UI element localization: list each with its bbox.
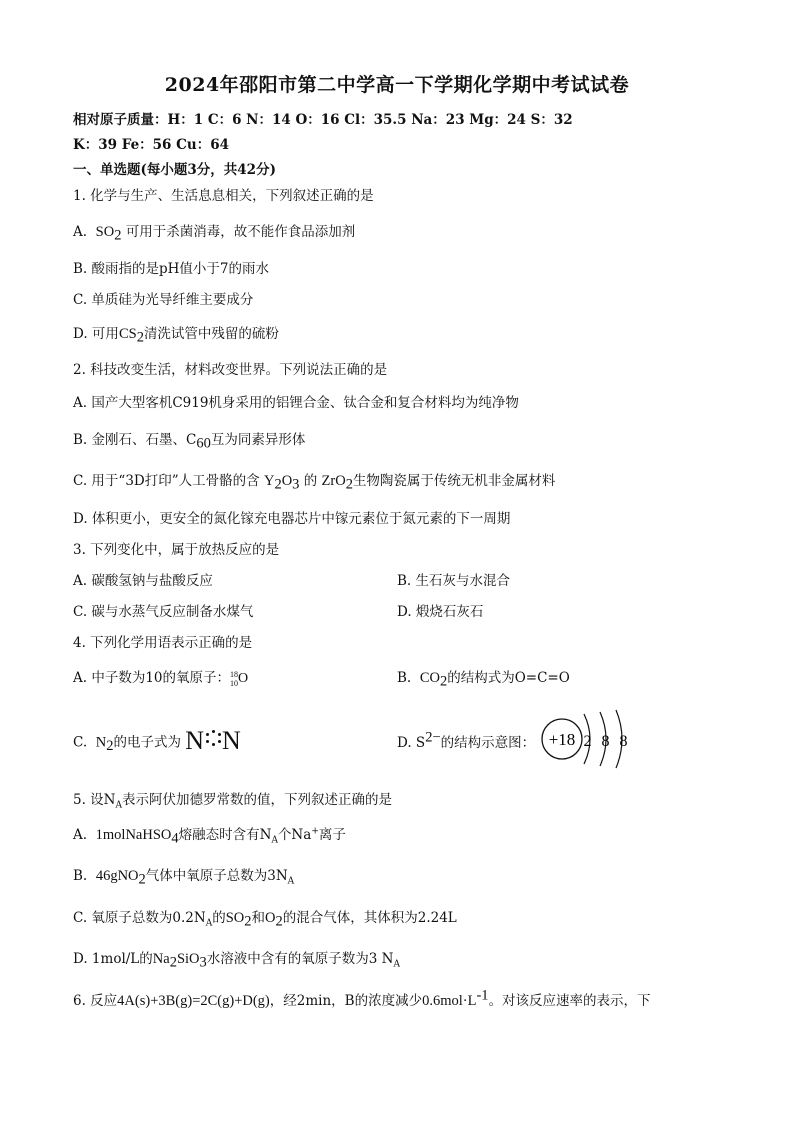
atomic-mass-line-2: K：39 Fe：56 Cu：64 [73,137,229,153]
q1-option-b: B. 酸雨指的是pH值小于7的雨水 [73,261,270,277]
q1-option-a: A. $SO_2$ 可用于杀菌消毒，故不能作食品添加剂 [73,224,356,244]
q5-option-a: A. 1molNaHSO$_4$熔融态时含有$N_A$个Na+离子 [73,826,346,847]
q1-option-d: D. 可用$CS_2$清洗试管中残留的硫粉 [73,326,279,346]
q5-option-c: C. 氧原子总数为$0.2N_A$的$SO_2$和$O_2$的混合气体，其体积为2.24L [73,910,457,930]
q2-option-b: B. 金刚石、石墨、$C_{60}$互为同素异形体 [73,432,306,452]
q5-option-d: D. 1mol/L的$Na_2SiO_3$水溶液中含有的氧原子数为3 $N_A$ [73,951,400,971]
sulfide-ion-structure-diagram [540,706,640,772]
q3-option-d: D. 煅烧石灰石 [397,604,484,620]
q1-option-c: C. 单质硅为光导纤维主要成分 [73,292,254,308]
q2-stem: 2. 科技改变生活，材料改变世界。下列说法正确的是 [73,362,388,378]
q6-stem: 6. 反应4A(s)+3B(g)=2C(g)+D(g)，经2min，B的浓度减少$0.6mol\cdot L^{-1}$。对该反应速率的表示，下 [73,987,651,1009]
q3-option-a: A. 碳酸氢钠与盐酸反应 [73,573,213,589]
q4-option-b: B. $CO_2$的结构式为O=C=O [397,670,570,690]
oxygen-isotope-symbol: 18 10 O [230,669,249,688]
section-heading: 一、单选题(每小题3分，共42分) [73,162,276,178]
q3-option-b: B. 生石灰与水混合 [397,573,511,589]
q2-option-d: D. 体积更小，更安全的氮化镓充电器芯片中镓元素位于氮元素的下一周期 [73,511,511,527]
q3-option-c: C. 碳与水蒸气反应制备水煤气 [73,604,254,620]
q1-stem: 1. 化学与生产、生活息息相关，下列叙述正确的是 [73,188,374,204]
q2-option-a: A. 国产大型客机C919机身采用的铝锂合金、钛合金和复合材料均为纯净物 [73,395,519,411]
q4-option-c: C. $N_2$的电子式为 N N [73,726,241,755]
nucleus-charge: +18 [548,730,576,749]
q5-option-b: B. 46gNO$_2$气体中氧原子总数为$3N_A$ [73,868,295,888]
q4-option-a: A. 中子数为10的氧原子： 18 10 O [73,669,249,688]
n2-electron-formula: N N [185,726,241,755]
page-title: 2024年邵阳市第二中学高一下学期化学期中考试试卷 [164,74,630,96]
q4-stem: 4. 下列化学用语表示正确的是 [73,635,253,651]
q4-option-d: D. $S^{2-}$的结构示意图： [397,729,536,751]
q3-stem: 3. 下列变化中，属于放热反应的是 [73,542,280,558]
q2-option-c: C. 用于“3D打印”人工骨骼的含 $Y_2O_3$ 的 ZrO$_2$生物陶瓷属于传统无机非金属材料 [73,473,556,493]
q5-stem: 5. 设$N_A$表示阿伏加德罗常数的值，下列叙述正确的是 [73,792,392,811]
atomic-mass-line-1: 相对原子质量：H：1 C：6 N：14 O：16 Cl：35.5 Na：23 Mg：24 S：32 [73,112,573,128]
electron-dots-icon [204,730,222,750]
shell-electron-counts: 2 8 8 [583,733,631,750]
